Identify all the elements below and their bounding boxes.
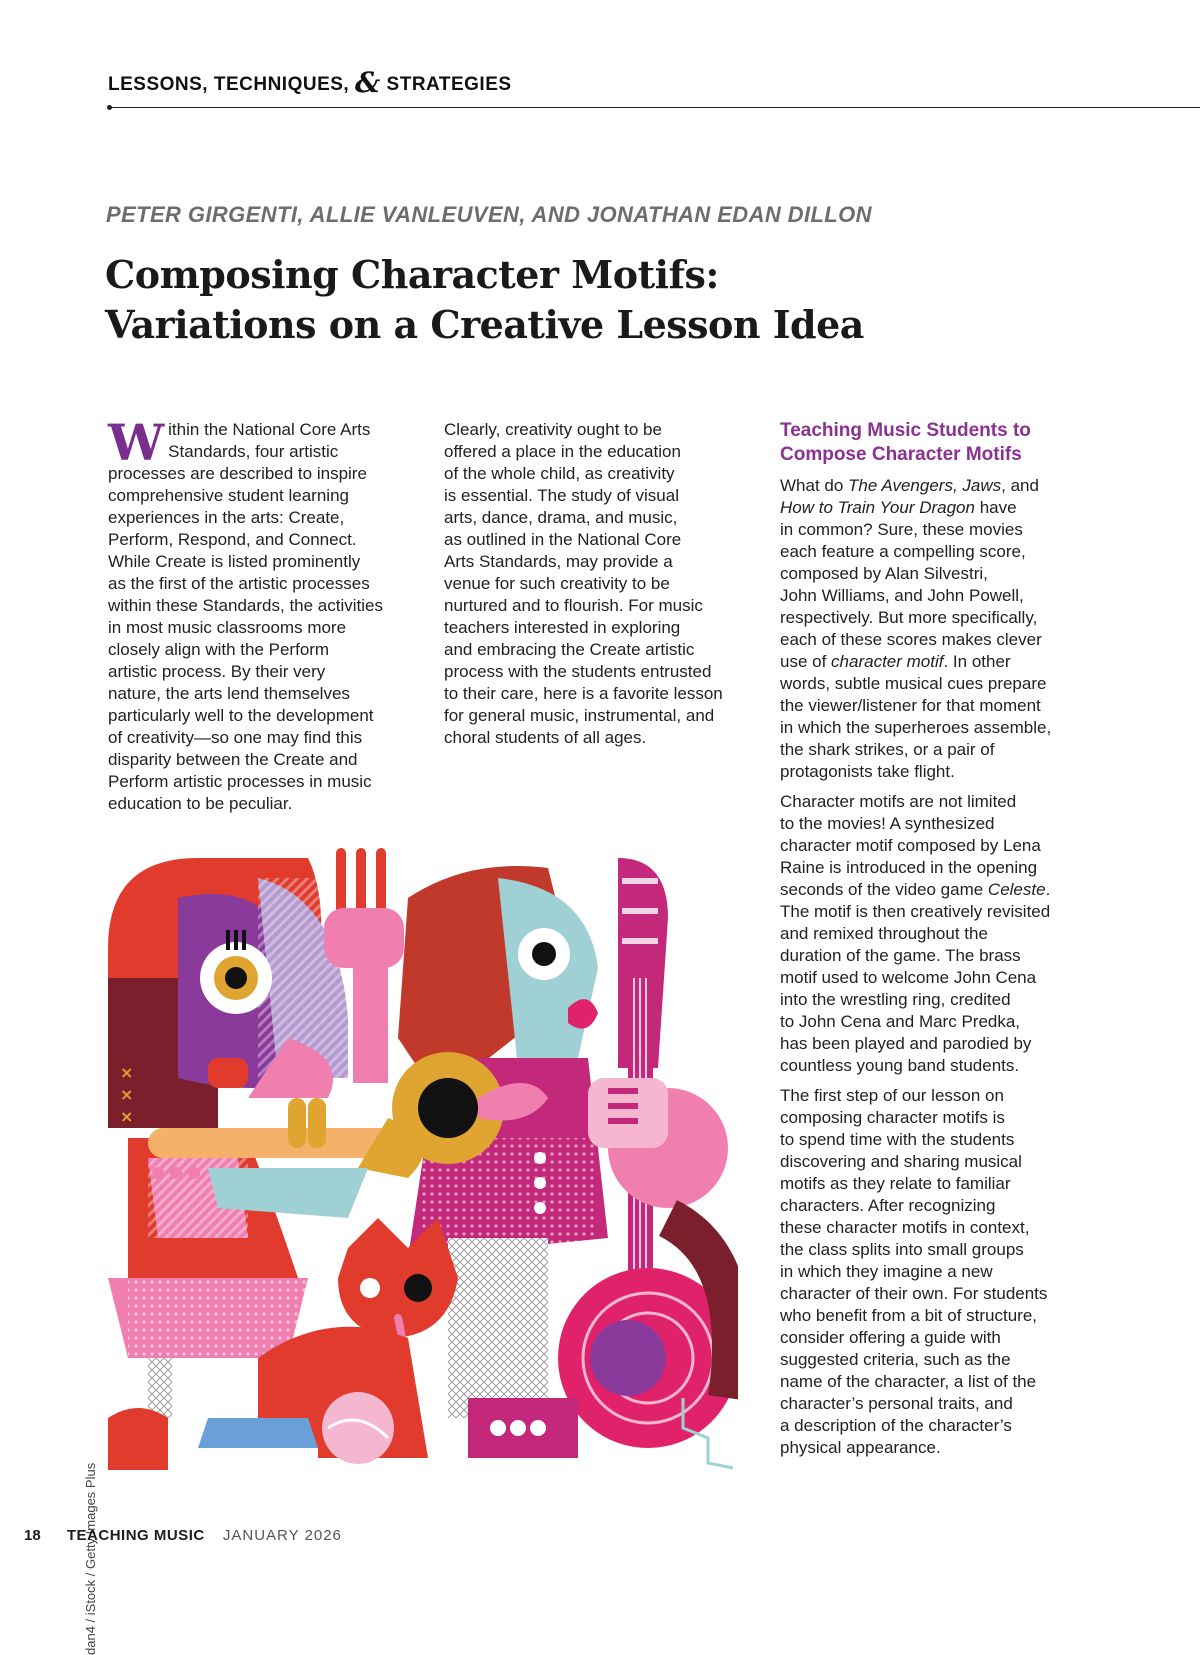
col2-line: to their care, here is a favorite lesson [444, 684, 723, 703]
col1-line: comprehensive student learning [108, 486, 349, 505]
col1-line: nature, the arts lend themselves [108, 684, 350, 703]
col1-line: within these Standards, the activities [108, 596, 383, 615]
image-credit [83, 1210, 103, 1655]
svg-text:×: × [120, 1063, 134, 1082]
paragraph-movie-motifs: What do The Avengers, Jaws, and How to Train Your Dragon have in common? Sure, these movies each feature a compelling score, composed by Alan Silvestri, John Williams, and John Powell, respectively. But more specifically, each of these scores makes clever use of character motif. In other words, subtle musical cues prepare the viewer/listener for that moment in which the superheroes assemble, the shark strikes, or a pair of protagonists take flight. [780, 476, 1052, 781]
section-header-ampersand: & [354, 66, 381, 99]
section-subhead [780, 419, 1085, 467]
page-footer [24, 1527, 342, 1544]
col1-line: Perform, Respond, and Connect. [108, 530, 357, 549]
term-character-motif: character motif [831, 652, 944, 671]
col1-line: artistic process. By their very [108, 662, 326, 681]
svg-text:×: × [120, 1107, 134, 1126]
col2-line: arts, dance, drama, and music, [444, 508, 678, 527]
movie-title-dragon: How to Train Your Dragon [780, 498, 975, 517]
col2-line: and embracing the Create artistic [444, 640, 695, 659]
col2-line: is essential. The study of visual [444, 486, 679, 505]
col2-line: nurtured and to flourish. For music [444, 596, 703, 615]
header-rule [110, 107, 1200, 108]
article-title-line1: Composing Character Motifs: [105, 252, 719, 297]
col1-line: disparity between the Create and [108, 750, 358, 769]
game-title-celeste: Celeste [987, 880, 1046, 899]
col1-line: experiences in the arts: Create, [108, 508, 345, 527]
article-title-line2: Variations on a Creative Lesson Idea [105, 302, 864, 347]
band-illustration [108, 838, 738, 1470]
col1-line: education to be peculiar. [108, 794, 293, 813]
subhead-line2: Compose Character Motifs [780, 444, 1022, 465]
col1-line: particularly well to the development [108, 706, 374, 725]
paragraph-game-motifs: Character motifs are not limited to the movies! A synthesized character motif composed by Lena Raine is introduced in the opening seconds of the video game Celeste. The motif is then creatively revisited and remixed throughout the duration of the game. The brass motif used to welcome John Cena into the wrestling ring, credited to John Cena and Marc Predka, has been played and parodied by countless young band students. [780, 792, 1051, 1075]
body-column-3 [780, 419, 1085, 1459]
col2-line: for general music, instrumental, and [444, 706, 715, 725]
col1-line: ithin the National Core Arts [168, 420, 371, 439]
body-column-2 [444, 419, 754, 749]
paragraph-lesson-first-step: The first step of our lesson on composing character motifs is to spend time with the students discovering and sharing musical motifs as they relate to familiar characters. After recognizing these character motifs in context, the class splits into small groups in which they imagine a new character of their own. For students who benefit from a bit of structure, consider offering a guide with suggested criteria, such as the name of the character, a list of the character’s personal traits, and a description of the character’s physical appearance. [780, 1086, 1048, 1457]
subhead-line1: Teaching Music Students to [780, 420, 1031, 441]
svg-text:×: × [120, 1085, 134, 1104]
article-byline: PETER GIRGENTI, ALLIE VANLEUVEN, AND JONATHAN EDAN DILLON [106, 202, 872, 227]
page-number: 18 [24, 1527, 41, 1544]
col1-line: in most music classrooms more [108, 618, 347, 637]
image-credit-text: dan4 / iStock / Getty Images Plus [83, 1462, 98, 1655]
col2-line: Arts Standards, may provide a [444, 552, 673, 571]
col2-line: process with the students entrusted [444, 662, 712, 681]
col1-line: Standards, four artistic [168, 442, 339, 461]
col1-line: Perform artistic processes in music [108, 772, 372, 791]
col1-line: closely align with the Perform [108, 640, 330, 659]
magazine-name: TEACHING MUSIC [66, 1527, 205, 1544]
article-title [105, 250, 864, 350]
col2-line: Clearly, creativity ought to be [444, 420, 662, 439]
col2-line: choral students of all ages. [444, 728, 647, 747]
movie-titles: The Avengers, Jaws [848, 476, 1002, 495]
section-header-part1: LESSONS, TECHNIQUES, [108, 74, 350, 95]
section-header [108, 64, 512, 97]
drop-cap: W [108, 413, 165, 472]
body-column-1 [108, 413, 408, 815]
col1-line: processes are described to inspire [108, 464, 367, 483]
col2-line: venue for such creativity to be [444, 574, 670, 593]
col2-line: offered a place in the education [444, 442, 681, 461]
section-header-part2: STRATEGIES [386, 74, 512, 95]
col1-line: as the first of the artistic processes [108, 574, 370, 593]
col2-line: of the whole child, as creativity [444, 464, 675, 483]
issue-date: JANUARY 2026 [222, 1527, 342, 1544]
col2-line: as outlined in the National Core [444, 530, 682, 549]
col2-line: teachers interested in exploring [444, 618, 681, 637]
col1-line: While Create is listed prominently [108, 552, 361, 571]
col1-line: of creativity—so one may find this [108, 728, 363, 747]
